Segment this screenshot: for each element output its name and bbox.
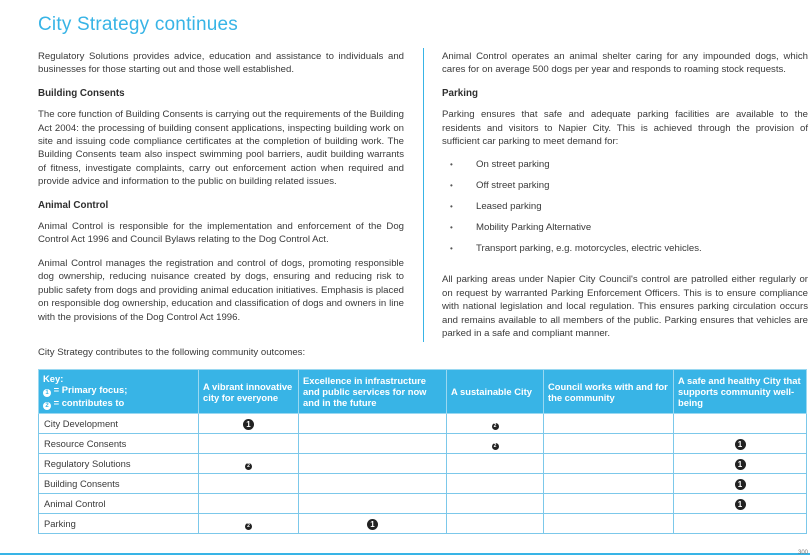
animal-control-paragraph-1: Animal Control is responsible for the implementation and enforcement of the Dog Control Act 1996 and Council Bylaws relating to the Dog Control Act. — [38, 221, 404, 246]
table-cell — [299, 474, 447, 494]
parking-closing-paragraph: All parking areas under Napier City Council's control are patrolled either regularly or on request by warranted Parking Enforcement Officers. This is to ensure compliance with national legislation and local regulation. This ensures parking circulation occurs and remains available to all members of the public. Parking ensures that vehicles are parked in a safe and compliant manner. — [442, 274, 808, 340]
table-cell — [199, 514, 299, 534]
table-cell — [299, 414, 447, 434]
table-cell — [447, 474, 544, 494]
list-item: • Transport parking, e.g. motorcycles, electric vehicles. — [450, 243, 702, 255]
row-label: Parking — [39, 514, 199, 534]
row-label: City Development — [39, 414, 199, 434]
bullet-icon: • — [450, 223, 453, 233]
parking-heading: Parking — [442, 87, 478, 99]
table-cell — [544, 434, 674, 454]
outcomes-table-body — [39, 414, 807, 534]
table-cell — [199, 474, 299, 494]
bullet-icon: • — [450, 181, 453, 191]
table-cell — [199, 434, 299, 454]
intro-paragraph: Regulatory Solutions provides advice, education and assistance to individuals and businesses for those starting out and those well established. — [38, 51, 404, 76]
table-row — [39, 414, 807, 434]
bullet-icon: • — [450, 244, 453, 254]
contributes-to-icon: 2 — [245, 523, 252, 530]
outcomes-table — [38, 369, 807, 534]
primary-focus-icon: 1 — [43, 389, 51, 397]
bottom-rule — [0, 553, 810, 555]
table-cell — [199, 454, 299, 474]
table-cell — [544, 494, 674, 514]
table-cell — [674, 434, 807, 454]
bullet-icon: • — [450, 160, 453, 170]
animal-control-paragraph-2: Animal Control manages the registration and control of dogs, promoting responsible dog ownership, reducing nuisance created by dogs, ensuring and reducing risk to public safety from dogs and providing animal education initiatives. Emphasis is placed on responsible dog ownership, education and classification of dogs and owners in line with the provisions of the Dog Control Act 1996. — [38, 257, 404, 323]
table-cell — [674, 494, 807, 514]
column-header: A sustainable City — [447, 370, 544, 414]
primary-focus-icon: 1 — [735, 479, 746, 490]
column-header: A vibrant innovative city for everyone — [199, 370, 299, 414]
table-cell — [299, 454, 447, 474]
contributes-to-icon: 2 — [492, 443, 499, 450]
table-cell — [544, 454, 674, 474]
contributes-to-icon: 2 — [43, 402, 51, 410]
primary-focus-icon: 1 — [243, 419, 254, 430]
right-column — [442, 50, 808, 350]
list-item: • Mobility Parking Alternative — [450, 222, 592, 234]
page-title: City Strategy continues — [38, 14, 238, 35]
left-column — [38, 50, 404, 334]
table-cell — [674, 414, 807, 434]
row-label: Animal Control — [39, 494, 199, 514]
table-cell — [447, 414, 544, 434]
table-cell — [299, 514, 447, 534]
table-cell — [199, 494, 299, 514]
table-cell — [447, 514, 544, 534]
row-label: Resource Consents — [39, 434, 199, 454]
table-row — [39, 514, 807, 534]
list-item: • Off street parking — [450, 180, 550, 192]
list-item: • Leased parking — [450, 201, 542, 213]
column-divider — [423, 48, 424, 342]
list-item: • On street parking — [450, 159, 550, 171]
table-cell — [544, 474, 674, 494]
table-cell — [544, 514, 674, 534]
table-header-row — [39, 370, 807, 414]
column-header: A safe and healthy City that supports community well-being — [674, 370, 807, 414]
column-header: Council works with and for the community — [544, 370, 674, 414]
building-consents-heading: Building Consents — [38, 87, 125, 99]
animal-control-heading: Animal Control — [38, 199, 109, 211]
column-header: Excellence in infrastructure and public services for now and in the future — [299, 370, 447, 414]
page-number: 300 — [797, 550, 808, 556]
table-cell — [447, 434, 544, 454]
primary-focus-icon: 1 — [367, 519, 378, 530]
bullet-icon: • — [450, 202, 453, 212]
shelter-paragraph: Animal Control operates an animal shelter caring for any impounded dogs, which cares for on average 500 dogs per year and responds to roaming stock requests. — [442, 51, 808, 76]
table-cell — [199, 414, 299, 434]
table-cell — [447, 494, 544, 514]
parking-list — [442, 158, 808, 263]
table-row — [39, 454, 807, 474]
primary-focus-icon: 1 — [735, 459, 746, 470]
table-cell — [447, 454, 544, 474]
contributes-to-icon: 2 — [492, 423, 499, 430]
table-cell — [674, 514, 807, 534]
table-cell — [674, 454, 807, 474]
table-row — [39, 434, 807, 454]
outcomes-intro: City Strategy contributes to the following community outcomes: — [38, 347, 306, 358]
contributes-to-icon: 2 — [245, 463, 252, 470]
table-row — [39, 494, 807, 514]
parking-paragraph: Parking ensures that safe and adequate parking facilities are available to the residents and visitors to Napier City. This is achieved through the provision of sufficient car parking to meet demand for: — [442, 109, 808, 148]
table-cell — [299, 494, 447, 514]
building-consents-paragraph: The core function of Building Consents is carrying out the requirements of the Building Act 2004: the processing of building consent applications, inspecting building work on site and issuing code compliance certificates at the completion of building work. The Building Consents team also inspect swimming pool barriers, audit building warrants of fitness, investigate complaints, carry out enforcement action when required and provide advice and information to the public on building related issues. — [38, 109, 404, 188]
key-header: Key: 1 = Primary focus; 2 = contributes to — [39, 370, 199, 414]
table-cell — [299, 434, 447, 454]
primary-focus-icon: 1 — [735, 439, 746, 450]
row-label: Regulatory Solutions — [39, 454, 199, 474]
primary-focus-icon: 1 — [735, 499, 746, 510]
table-cell — [674, 474, 807, 494]
row-label: Building Consents — [39, 474, 199, 494]
table-cell — [544, 414, 674, 434]
table-row — [39, 474, 807, 494]
